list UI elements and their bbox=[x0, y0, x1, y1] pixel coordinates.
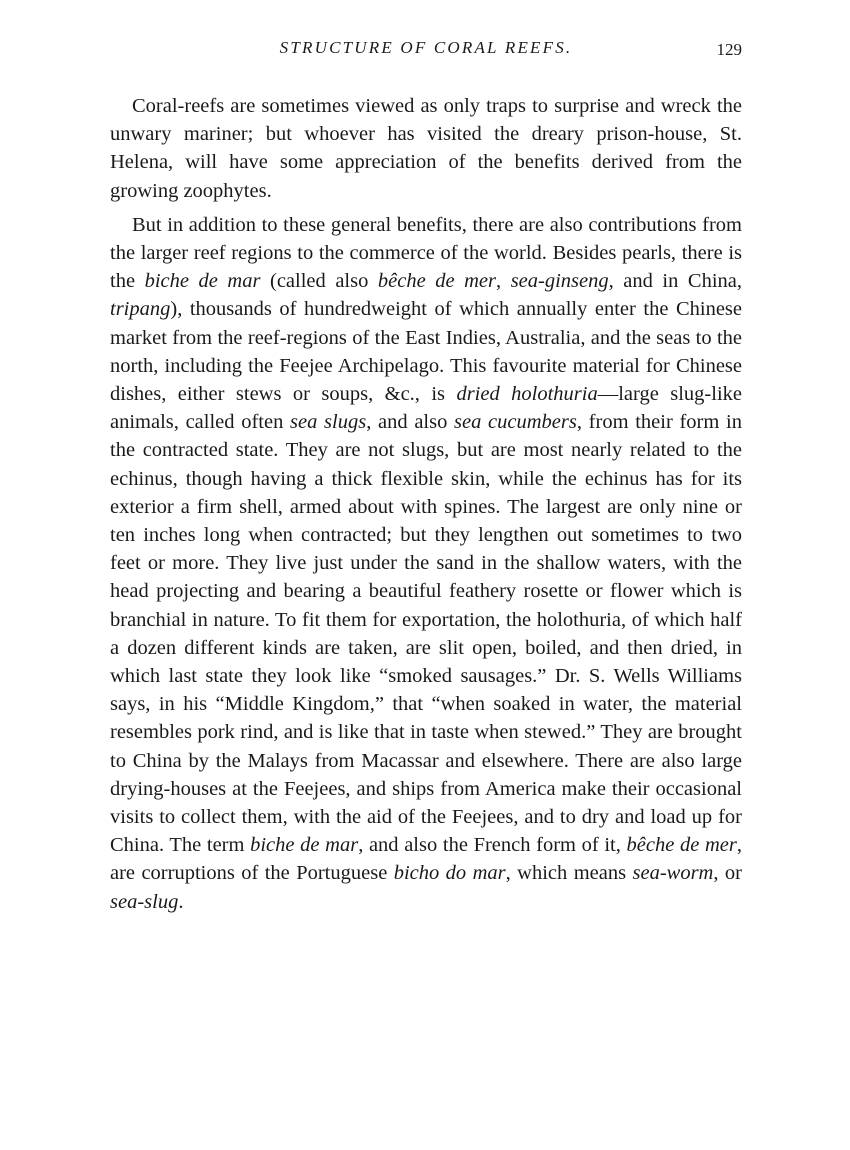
text-run: ), thousands of hundredweight of which annually enter the Chinese market from the reef-regions of the East Indies, Australia, and the seas to the north, including the Feejee Archipelago. This favourite material for Chinese dishes, either stews or soups, &c., is bbox=[110, 298, 742, 406]
italic-term: sea-slug bbox=[110, 890, 179, 913]
text-run: . bbox=[178, 890, 184, 913]
text-run: —large slug-like animals, called often bbox=[110, 383, 742, 434]
text-run: , from their form in the contracted state. They are not slugs, but are most nearly related to the echinus, though having a thick flexible skin, while the echinus has for its exterior a firm shell, armed about with spines. The largest are only nine or ten inches long when contracted; but they lengthen out sometimes to two feet or more. They live just under the sand in the shallow waters, with the head projecting and bearing a beautiful feathery rosette or flower which is branchial in nature. To fit them for exportation, the holothuria, of which half a dozen different kinds are taken, are slit open, boiled, and then dried, in which last state they look like “smoked sausages.” Dr. S. Wells Williams says, in his “Middle Kingdom,” that “when soaked in water, the material resembles pork rind, and is like that in taste when stewed.” They are brought to China by the Malays from Macassar and elsewhere. There are also large drying-houses at the Feejees, and ships from America make their occasional visits to collect them, with the aid of the Feejees, and to dry and load up for China. The term bbox=[110, 411, 742, 857]
running-title: STRUCTURE OF CORAL REEFS. bbox=[279, 38, 573, 57]
italic-term: bicho do mar bbox=[393, 862, 506, 885]
running-head bbox=[110, 30, 742, 70]
text-run: Coral-reefs are sometimes viewed as only traps to surprise and wreck the unwary mariner; but whoever has visited the dreary prison-house, St. Helena, will have some appreciation of the benefits derived from the growing zoophytes. bbox=[110, 95, 742, 202]
italic-term: biche de mar bbox=[250, 834, 359, 857]
italic-term: bêche de mer bbox=[377, 270, 497, 293]
text-run: , and also the French form of it, bbox=[358, 834, 627, 857]
paragraph-1 bbox=[110, 92, 742, 205]
italic-term: sea-worm bbox=[632, 862, 714, 885]
text-run: , bbox=[496, 270, 511, 293]
italic-term: dried holothuria bbox=[456, 383, 598, 406]
paragraph-2 bbox=[110, 211, 742, 916]
text-run: , and also bbox=[366, 411, 455, 434]
text-run: (called also bbox=[260, 270, 378, 293]
page-number: 129 bbox=[716, 40, 742, 59]
italic-term: sea-ginseng bbox=[510, 270, 609, 293]
italic-term: sea slugs bbox=[290, 411, 367, 434]
text-run: , and in China, bbox=[608, 270, 743, 293]
text-run: But in addition to these general benefits, there are also contributions from the larger reef regions to the commerce of the world. Besides pearls, there is the bbox=[110, 213, 742, 293]
book-page bbox=[110, 30, 742, 922]
italic-term: biche de mar bbox=[144, 270, 261, 293]
text-run: , are corruptions of the Portuguese bbox=[110, 834, 742, 885]
text-run: , or bbox=[713, 862, 742, 885]
text-run: , which means bbox=[505, 862, 633, 885]
italic-term: tripang bbox=[110, 298, 171, 321]
italic-term: sea cucumbers bbox=[454, 411, 577, 434]
body-text bbox=[110, 92, 742, 916]
italic-term: bêche de mer bbox=[626, 834, 737, 857]
